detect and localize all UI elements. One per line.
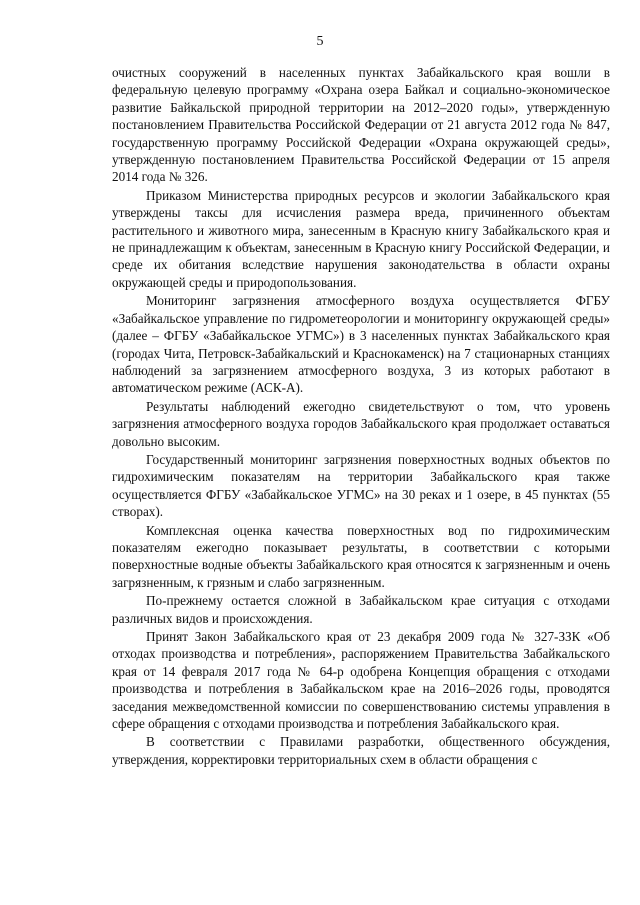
- paragraph-2: Приказом Министерства природных ресурсов и экологии Забайкальского края утверждены таксы для исчисления размера вреда, причиненного объектам растительного и животного мира, занесенным в Красную книгу Забайкальского края и не принадлежащим к объектам, занесенным в Красную книгу Российской Федерации, и среде их обитания вследствие нарушения законодательства в области охраны окружающей среды и природопользования.: [112, 187, 610, 290]
- paragraph-7: По-прежнему остается сложной в Забайкальском крае ситуация с отходами различных видов и происхождения.: [112, 593, 610, 626]
- paragraph-3: Мониторинг загрязнения атмосферного воздуха осуществляется ФГБУ «Забайкальское управление по гидрометеорологии и мониторингу окружающей среды» (далее – ФГБУ «Забайкальское УГМС») в 3 населенных пунктах Забайкальского края (городах Чита, Петровск-Забайкальский и Краснокаменск) на 7 стационарных станциях наблюдений за загрязнением атмосферного воздуха, 3 из которых работают в автоматическом режиме (АСК-А).: [112, 293, 610, 396]
- paragraph-9: В соответствии с Правилами разработки, общественного обсуждения, утверждения, корректировки территориальных схем в области обращения с: [112, 734, 610, 767]
- paragraph-6: Комплексная оценка качества поверхностных вод по гидрохимическим показателям ежегодно показывает результаты, в соответствии с которыми поверхностные водные объекты Забайкальского края относятся к загрязненным и очень загрязненным, к грязным и слабо загрязненным.: [112, 522, 610, 590]
- paragraph-8: Принят Закон Забайкальского края от 23 декабря 2009 года № 327-ЗЗК «Об отходах производства и потребления», распоряжением Правительства Забайкальского края от 14 февраля 2017 года № 64-р одобрена Концепция обращения с отходами производства и потребления в Забайкальском крае на 2016–2026 годы, проводятся заседания межведомственной комиссии по совершенствованию системы управления в сфере обращения с отходами производства и потребления Забайкальского края.: [112, 629, 610, 732]
- document-body: [112, 64, 610, 768]
- paragraph-1: очистных сооружений в населенных пунктах Забайкальского края вошли в федеральную целевую программу «Охрана озера Байкал и социально-экономическое развитие Байкальской природной территории на 2012–2020 годы», утвержденную постановлением Правительства Российской Федерации от 21 августа 2012 года № 847, государственную программу Российской Федерации «Охрана окружающей среды», утвержденную постановлением Правительства Российской Федерации от 15 апреля 2014 года № 326.: [112, 65, 610, 185]
- paragraph-5: Государственный мониторинг загрязнения поверхностных водных объектов по гидрохимическим показателям на территории Забайкальского края также осуществляется ФГБУ «Забайкальское УГМС» на 30 реках и 1 озере, в 45 пунктах (55 створах).: [112, 451, 610, 520]
- page-number: 5: [316, 34, 324, 49]
- paragraph-4: Результаты наблюдений ежегодно свидетельствуют о том, что уровень загрязнения атмосферного воздуха городов Забайкальского края продолжает оставаться довольно высоким.: [112, 398, 610, 449]
